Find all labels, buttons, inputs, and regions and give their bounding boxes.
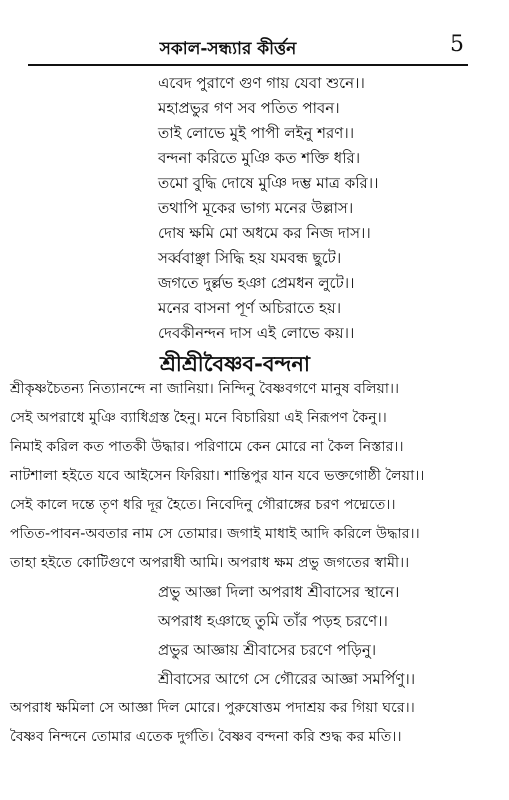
page-number: 5 bbox=[450, 32, 464, 57]
verse-line: প্রভু আজ্ঞা দিলা অপরাধ শ্রীবাসের স্থানে। bbox=[158, 583, 400, 601]
verse-line: সেই কালে দন্তে তৃণ ধরি দূর হৈতে। নিবেদিনু গৌরাঙ্গের চরণ পদ্মেতে।। bbox=[10, 497, 396, 513]
verse-line: বৈষ্ণব নিন্দনে তোমার এতেক দুর্গতি। বৈষ্ণব বন্দনা করি শুদ্ধ কর মতি।। bbox=[10, 729, 402, 745]
verse-line: বন্দনা করিতে মুঞি কত শক্তি ধরি। bbox=[158, 149, 361, 167]
verse-line: প্রভুর আজ্ঞায় শ্রীবাসের চরণে পড়িনু। bbox=[158, 641, 377, 659]
verse-line: নাটশালা হইতে যবে আইসেন ফিরিয়া। শান্তিপুর যান যবে ভক্তগোষ্ঠী লৈয়া।। bbox=[10, 468, 425, 484]
verse-line: অপরাধ হঞাছে তুমি তাঁর পড়হ চরণে।। bbox=[158, 612, 388, 630]
verse-line: পতিত-পাবন-অবতার নাম সে তোমার। জগাই মাধাই আদি করিলে উদ্ধার।। bbox=[10, 526, 420, 542]
verse-line: দেবকীনন্দন দাস এই লোভে কয়।। bbox=[158, 324, 355, 342]
verse-line: অপরাধ ক্ষমিলা সে আজ্ঞা দিল মোরে। পুরুষোত্তম পদাশ্রয় কর গিয়া ঘরে।। bbox=[10, 700, 415, 716]
verse-line: দোষ ক্ষমি মো অধমে কর নিজ দাস।। bbox=[158, 224, 371, 242]
verse-line: মনের বাসনা পূর্ণ অচিরাতে হয়। bbox=[158, 299, 342, 317]
verse-line: তথাপি মূকের ভাগ্য মনের উল্লাস। bbox=[158, 199, 354, 217]
verse-line: সর্ব্ববাঞ্ছা সিদ্ধি হয় যমবন্ধ ছুটে। bbox=[158, 249, 342, 267]
running-title: সকাল-সন্ধ্যার কীর্ত্তন bbox=[159, 39, 297, 59]
section-title: শ্রীশ্রীবৈষ্ণব-বন্দনা bbox=[160, 352, 311, 376]
verse-line: তমো বুদ্ধি দোষে মুঞি দম্ভ মাত্র করি।। bbox=[158, 174, 379, 192]
verse-line: নিমাই করিল কত পাতকী উদ্ধার। পরিণামে কেন মোরে না কৈল নিস্তার।। bbox=[10, 439, 404, 455]
verse-line: মহাপ্রভুর গণ সব পতিত পাবন। bbox=[158, 99, 340, 117]
verse-line: জগতে দুর্ল্লভ হঞা প্রেমধন লুটে।। bbox=[158, 274, 355, 292]
verse-line: এবেদ পুরাণে গুণ গায় যেবা শুনে।। bbox=[158, 74, 365, 92]
verse-line: তাই লোভে মুই পাপী লইনু শরণ।। bbox=[158, 124, 355, 142]
verse-line: শ্রীকৃষ্ণচৈতন্য নিত্যানন্দে না জানিয়া। নিন্দিনু বৈষ্ণবগণে মানুষ বলিয়া।। bbox=[10, 381, 400, 397]
page-header bbox=[28, 34, 468, 66]
verse-line: সেই অপরাধে মুঞি ব্যাধিগ্রস্ত হৈনু। মনে বিচারিয়া এই নিরূপণ কৈনু।। bbox=[10, 410, 387, 426]
verse-line: শ্রীবাসের আগে সে গৌরের আজ্ঞা সমর্পিণু।। bbox=[158, 670, 416, 688]
verse-line: তাহা হইতে কোটিগুণে অপরাধী আমি। অপরাধ ক্ষম প্রভু জগতের স্বামী।। bbox=[10, 555, 410, 571]
